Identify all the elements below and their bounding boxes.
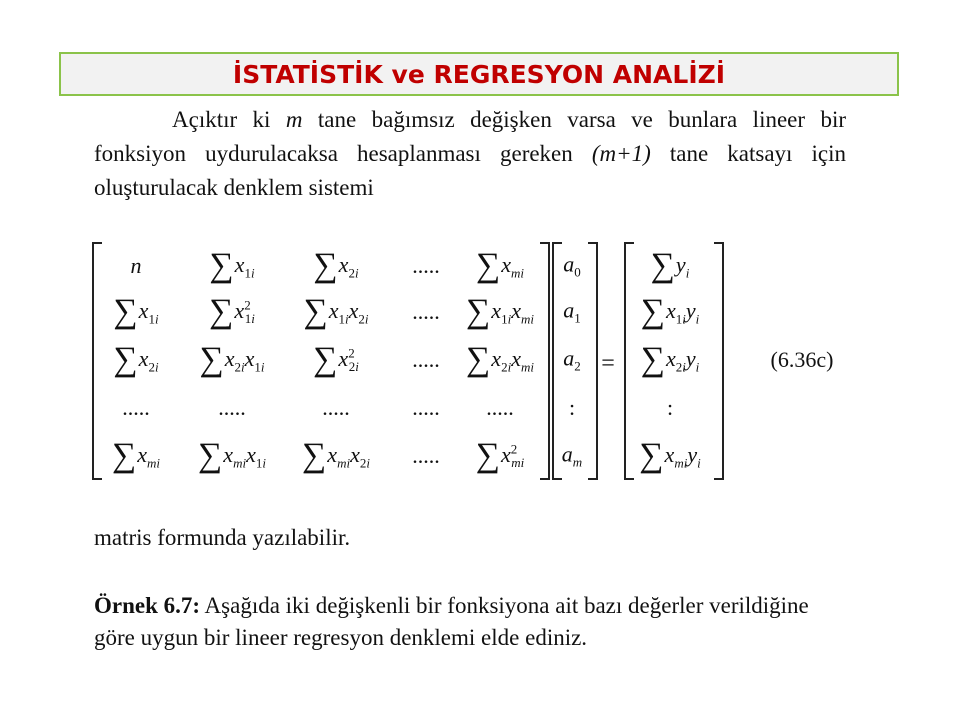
matrix-equation: [92, 236, 852, 486]
example-text: Aşağıda iki değişkenli bir fonksiyona ait bazı değerler verildiğine göre uygun bir lineer regresyon denklemi elde ediniz.: [94, 593, 809, 650]
m24: .....: [412, 299, 440, 324]
m11: n: [130, 253, 142, 278]
m55: $\sum x^2_{mi}$: [475, 437, 525, 474]
m13: $\sum x_{2i}$: [313, 247, 359, 284]
rhs-dots: :: [666, 395, 674, 420]
a2: $a_2$: [563, 345, 581, 374]
am: $a_m$: [561, 441, 583, 470]
m33: $\sum x^2_{2i}$: [313, 341, 359, 378]
m44: .....: [412, 395, 440, 420]
title-banner: [59, 52, 899, 96]
matrix-left-bracket: [92, 242, 102, 480]
m51: $\sum x_{mi}$: [111, 437, 161, 474]
intro-paragraph: [94, 103, 846, 205]
m21: $\sum x_{1i}$: [113, 293, 159, 330]
m23: $\sum x_{1i}x_{2i}$: [303, 293, 369, 330]
m54: .....: [412, 443, 440, 468]
rhs-5: $\sum x_{mi}y_i$: [639, 437, 701, 474]
rhs-right-bracket: [714, 242, 724, 480]
m12: $\sum x_{1i}$: [209, 247, 255, 284]
m41: .....: [122, 395, 150, 420]
a-dots: :: [568, 395, 576, 420]
m15: $\sum x_{mi}$: [475, 247, 525, 284]
m14: .....: [412, 253, 440, 278]
m32: $\sum x_{2i}x_{1i}$: [199, 341, 265, 378]
a1: $a_1$: [563, 297, 581, 326]
page-title: İSTATİSTİK ve REGRESYON ANALİZİ: [232, 59, 726, 89]
m45: .....: [486, 395, 514, 420]
m22: $\sum x^2_{1i}$: [209, 293, 255, 330]
intro-text-3: tane katsayı için oluşturulacak denklem sistemi: [94, 141, 846, 200]
a0: $a_0$: [563, 251, 581, 280]
example-label: Örnek 6.7:: [94, 593, 201, 618]
avector-right-bracket: [588, 242, 598, 480]
rhs-left-bracket: [624, 242, 634, 480]
m42: .....: [218, 395, 246, 420]
m43: .....: [322, 395, 350, 420]
intro-text-1: Açıktır ki: [172, 107, 286, 132]
intro-text-2: tane bağımsız değişken varsa ve bunlara lineer bir fonksiyon uydurulacaksa hesaplanması gereken: [94, 107, 846, 166]
matrix-right-bracket: [540, 242, 550, 480]
m53: $\sum x_{mi}x_{2i}$: [302, 437, 370, 474]
after-text: matris formunda yazılabilir.: [94, 525, 351, 550]
equals-sign: =: [601, 350, 615, 377]
intro-m: m: [285, 107, 303, 132]
equation-number: (6.36c): [770, 347, 834, 372]
rhs-1: $\sum y_i$: [650, 247, 690, 284]
avector-left-bracket: [552, 242, 562, 480]
m52: $\sum x_{mi}x_{1i}$: [198, 437, 266, 474]
rhs-2: $\sum x_{1i}y_i$: [640, 293, 700, 330]
m25: $\sum x_{1i}x_{mi}$: [466, 293, 534, 330]
example-paragraph: [94, 590, 854, 654]
m35: $\sum x_{2i}x_{mi}$: [466, 341, 534, 378]
rhs-3: $\sum x_{2i}y_i$: [640, 341, 700, 378]
intro-m-plus-1: (m+1): [591, 141, 651, 166]
m31: $\sum x_{2i}$: [113, 341, 159, 378]
m34: .....: [412, 347, 440, 372]
